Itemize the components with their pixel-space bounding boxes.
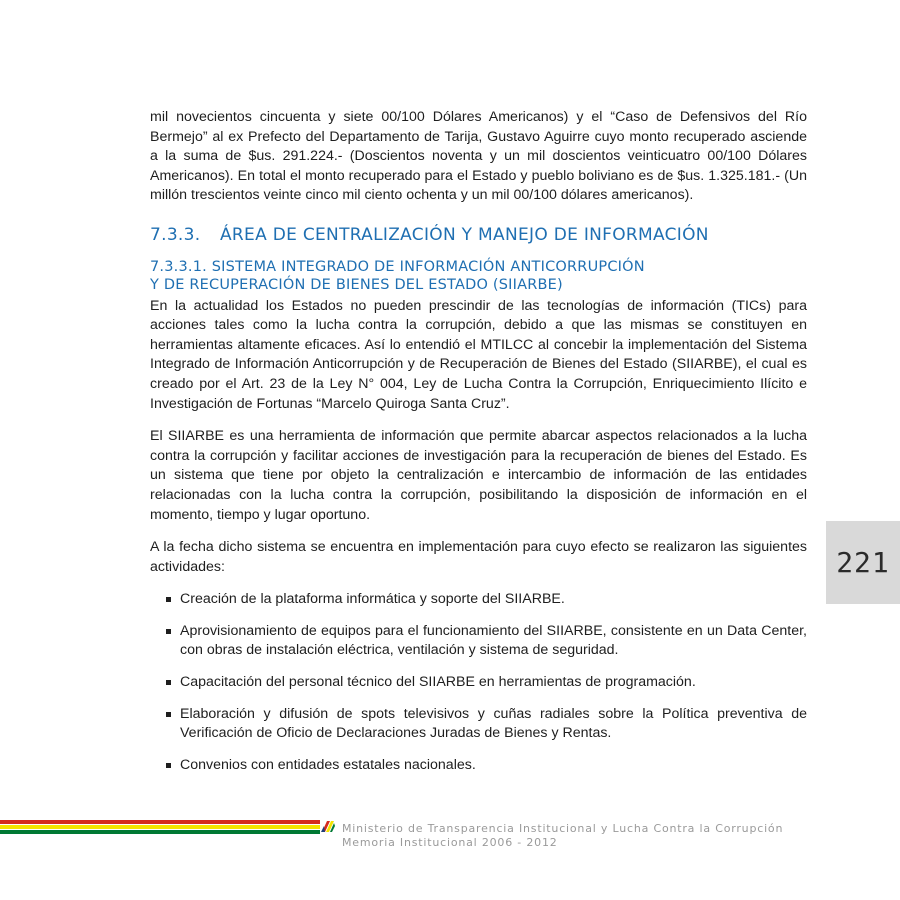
section-number: 7.3.3. xyxy=(150,224,201,245)
footer xyxy=(342,822,783,850)
intro-paragraph: mil novecientos cincuenta y siete 00/100 Dólares Americanos) y el “Caso de Defensivos del Río Bermejo” al ex Prefecto del Departamento de Tarija, Gustavo Aguirre cuyo monto recuperado asciende a la suma de $us. 291.224.- (Doscientos noventa y un mil doscientos veinticuatro 00/100 Dólares Americanos). En total el monto recuperado para el Estado y pueblo boliviano es de $us. 1.325.181.- (Un millón trescientos veinte cinco mil ciento ochenta y un mil 00/100 dólares americanos). xyxy=(150,109,807,204)
ministry-logo-icon xyxy=(320,818,336,834)
list-item-text: Capacitación del personal técnico del SIIARBE en herramientas de programación. xyxy=(180,674,696,691)
footer-report-title: Memoria Institucional 2006 - 2012 xyxy=(342,836,558,849)
flag-green-stripe xyxy=(0,830,320,834)
activities-list xyxy=(150,590,807,775)
list-item-text: Convenios con entidades estatales nacionales. xyxy=(180,756,476,773)
section-heading xyxy=(150,226,807,246)
flag-yellow-stripe xyxy=(0,825,320,829)
list-item-text: Elaboración y difusión de spots televisivos y cuñas radiales sobre la Política preventiva de Verificación de Oficio de Declaraciones Juradas de Bienes y Rentas. xyxy=(180,705,807,742)
square-bullet-icon xyxy=(166,712,171,717)
list-item-text: Creación de la plataforma informática y soporte del SIIARBE. xyxy=(180,591,565,608)
subsection-title-line1: 7.3.3.1. SISTEMA INTEGRADO DE INFORMACIÓN ANTICORRUPCIÓN xyxy=(150,258,645,275)
list-item xyxy=(150,705,807,744)
subsection-title-line2: Y DE RECUPERACIÓN DE BIENES DEL ESTADO (SIIARBE) xyxy=(150,276,563,293)
flag-red-stripe xyxy=(0,820,320,824)
paragraph-1: En la actualidad los Estados no pueden prescindir de las tecnologías de información (TICs) para acciones tales como la lucha contra la corrupción, debido a que las mismas se constituyen en herramientas altamente eficaces. Así lo entendió el MTILCC al concebir la implementación del Sistema Integrado de Información Anticorrupción y de Recuperación de Bienes del Estado (SIIARBE), el cual es creado por el Art. 23 de la Ley N° 004, Ley de Lucha Contra la Corrupción, Enriquecimiento Ilícito e Investigación de Fortunas “Marcelo Quiroga Santa Cruz”. xyxy=(150,297,807,412)
section-title: ÁREA DE CENTRALIZACIÓN Y MANEJO DE INFORMACIÓN xyxy=(220,224,709,245)
list-item-text: Aprovisionamiento de equipos para el funcionamiento del SIIARBE, consistente en un Data Center, con obras de instalación eléctrica, ventilación y sistema de seguridad. xyxy=(180,622,807,659)
page-number-tab xyxy=(826,521,900,604)
square-bullet-icon xyxy=(166,629,171,634)
square-bullet-icon xyxy=(166,597,171,602)
paragraph-2: El SIIARBE es una herramienta de información que permite abarcar aspectos relacionados a la lucha contra la corrupción y facilitar acciones de investigación para la recuperación de bienes del Estado. Es un sistema que tiene por objeto la centralización e intercambio de información de las entidades relacionadas con la lucha contra la corrupción, posibilitando la disposición de información en el momento, tiempo y lugar oportuno. xyxy=(150,428,807,523)
page-number: 221 xyxy=(836,546,890,579)
square-bullet-icon xyxy=(166,763,171,768)
list-item xyxy=(150,756,807,776)
square-bullet-icon xyxy=(166,680,171,685)
list-item xyxy=(150,622,807,661)
document-body xyxy=(150,108,807,787)
footer-ministry-name: Ministerio de Transparencia Institucional y Lucha Contra la Corrupción xyxy=(342,822,784,835)
list-item xyxy=(150,673,807,693)
subsection-heading xyxy=(150,258,807,294)
paragraph-3: A la fecha dicho sistema se encuentra en implementación para cuyo efecto se realizaron las siguientes actividades: xyxy=(150,539,807,575)
flag-stripes xyxy=(0,820,320,834)
list-item xyxy=(150,590,807,610)
